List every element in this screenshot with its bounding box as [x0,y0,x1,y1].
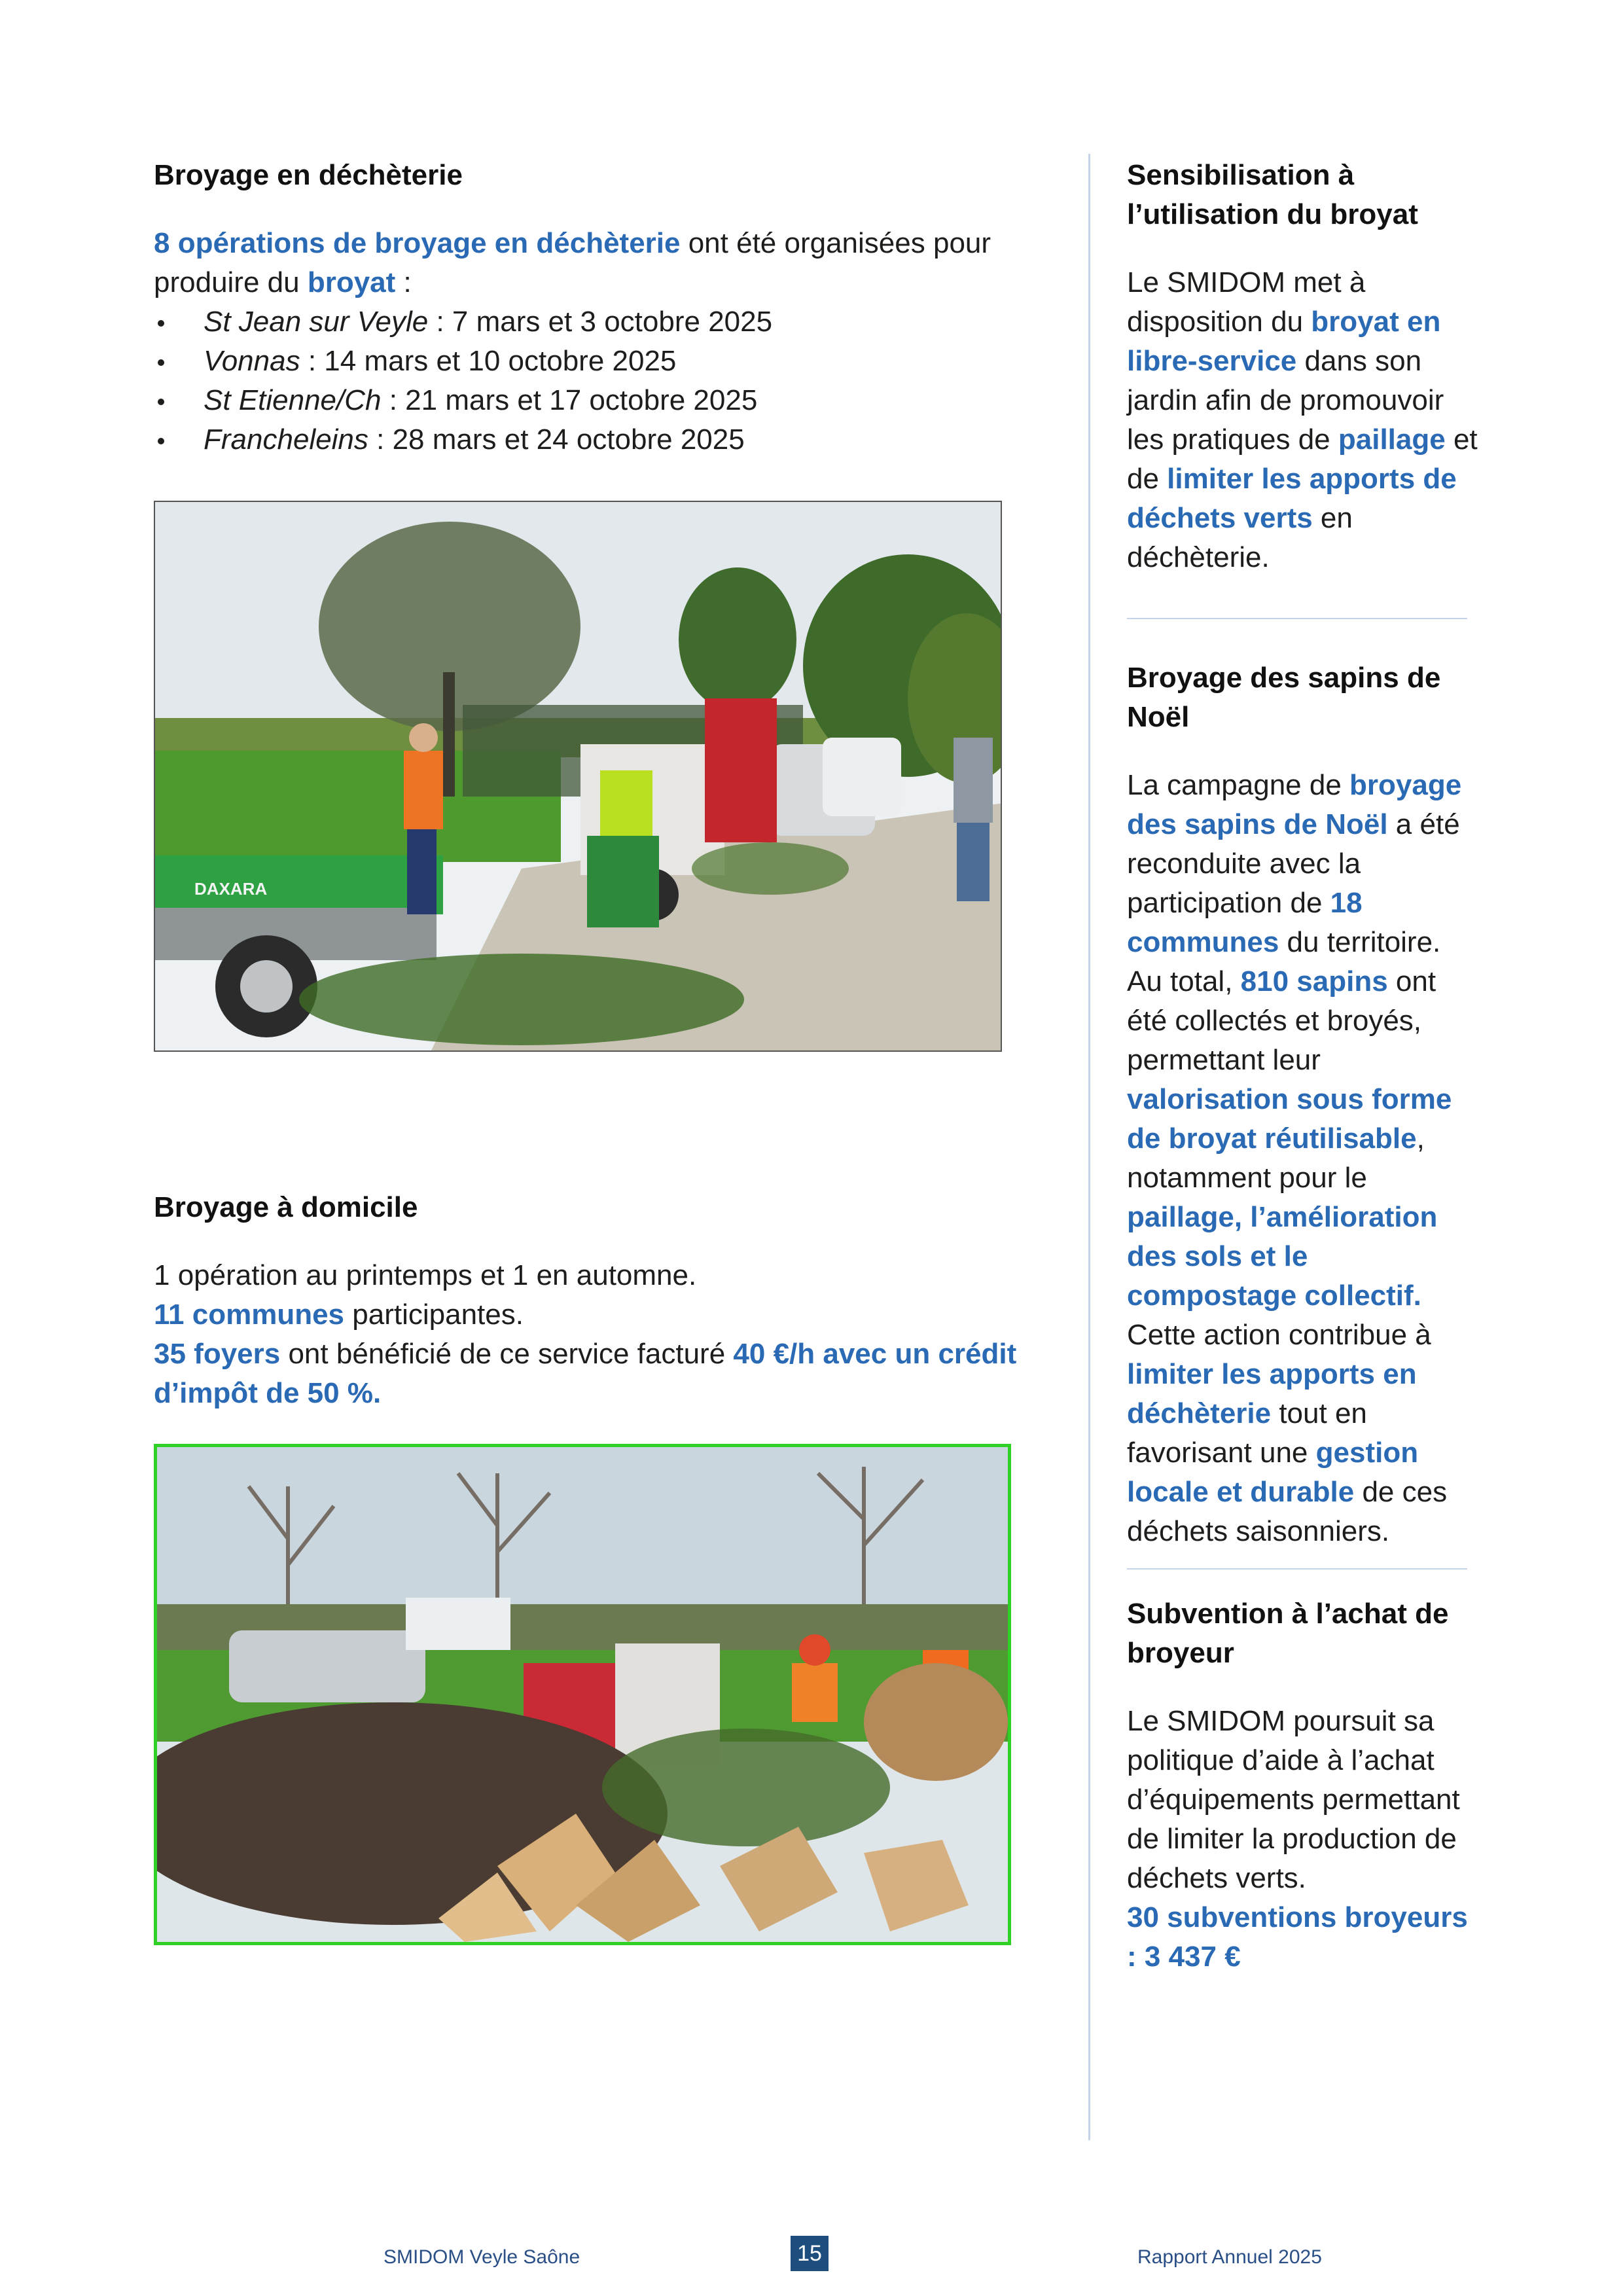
footer-organization: SMIDOM Veyle Saône [383,2246,580,2268]
text: en déchèterie. [1127,502,1353,573]
photo-illustration [157,1447,1008,1942]
list-item [154,302,1024,342]
place: Vonnas [204,345,300,377]
text: Cette action contribue à [1127,1319,1431,1351]
section-divider [1127,618,1467,619]
highlight: valorisation sous forme de broyat réutilisable [1127,1083,1452,1155]
text: de ces déchets saisonniers. [1127,1476,1448,1547]
highlight: gestion locale et durable [1127,1437,1419,1508]
section-broyage-decheterie [154,156,1024,459]
highlight: 8 opérations de broyage en déchèterie [154,227,681,259]
section-divider [1127,1568,1467,1570]
sidebar-block-sensibilisation [1127,156,1480,577]
text: a été reconduite avec la participation de [1127,808,1460,919]
section-title: Broyage à domicile [154,1191,418,1223]
column-divider [1088,154,1090,2140]
text: et de [1127,423,1478,495]
text: La campagne de [1127,769,1350,801]
list-item [154,342,1024,381]
dates: : 28 mars et 24 octobre 2025 [368,423,745,456]
photo-illustration [155,502,1002,1052]
trailer-brand: DAXARA [194,879,268,899]
block-text [1127,263,1480,577]
section-intro [154,224,1024,302]
highlight: limiter les apports de déchets verts [1127,463,1457,534]
dates: : 7 mars et 3 octobre 2025 [428,306,773,338]
highlight: broyage des sapins de Noël [1127,769,1462,840]
text: ont été collectés et broyés, permettant leur [1127,965,1436,1076]
block-text [1127,766,1480,1551]
sidebar-block-subvention [1127,1594,1480,1977]
dates: : 14 mars et 10 octobre 2025 [300,345,677,377]
highlight: 40 €/h avec un crédit d’impôt de 50 %. [154,1338,1017,1409]
place: St Etienne/Ch [204,384,382,416]
text: ont été organisées pour produire du [154,227,991,298]
highlight: paillage [1338,423,1446,456]
highlight: 810 sapins [1240,965,1388,997]
block-title: Sensibilisation à l’utilisation du broyat [1127,159,1418,230]
paragraph-line [154,1295,1031,1335]
text: ont bénéficié de ce service facturé [280,1338,734,1370]
text: participantes. [344,1299,524,1331]
text: : [395,266,412,298]
list-item [154,420,1024,459]
block-title: Broyage des sapins de Noël [1127,662,1441,733]
page-number-badge: 15 [791,2236,829,2271]
dates: : 21 mars et 17 octobre 2025 [381,384,758,416]
text: du territoire. Au total, [1127,926,1441,997]
section-broyage-domicile [154,1188,1031,1413]
section-title: Broyage en déchèterie [154,159,463,191]
highlight: 18 communes [1127,887,1363,958]
footer-report-title: Rapport Annuel 2025 [1137,2246,1322,2268]
place: Francheleins [204,423,368,456]
highlight: limiter les apports en déchèterie [1127,1358,1417,1429]
operations-list [154,302,1024,459]
text: tout en favorisant une [1127,1397,1367,1469]
highlight: paillage, l’amélioration des sols et le compostage collectif. [1127,1201,1438,1312]
highlight: 35 foyers [154,1338,281,1370]
place: St Jean sur Veyle [204,306,429,338]
block-text: Le SMIDOM poursuit sa politique d’aide à l’achat d’équipements permettant de limiter la production de déchets verts. [1127,1705,1460,1894]
highlight: 11 communes [154,1299,345,1331]
list-item [154,381,1024,420]
paragraph-line: 1 opération au printemps et 1 en automne. [154,1259,697,1291]
photo-broyage-domicile [154,1444,1011,1945]
text: Le SMIDOM met à disposition du [1127,266,1366,338]
photo-broyage-decheterie [154,501,1002,1052]
text: dans son jardin afin de promouvoir les pratiques de [1127,345,1444,456]
text: , notamment pour le [1127,1122,1425,1194]
highlight: broyat en libre-service [1127,306,1441,377]
block-title: Subvention à l’achat de broyeur [1127,1598,1449,1669]
paragraph-line [154,1335,1031,1413]
highlight: broyat [307,266,396,298]
block-highlight: 30 subventions broyeurs : 3 437 € [1127,1901,1468,1973]
sidebar-block-sapins [1127,658,1480,1551]
